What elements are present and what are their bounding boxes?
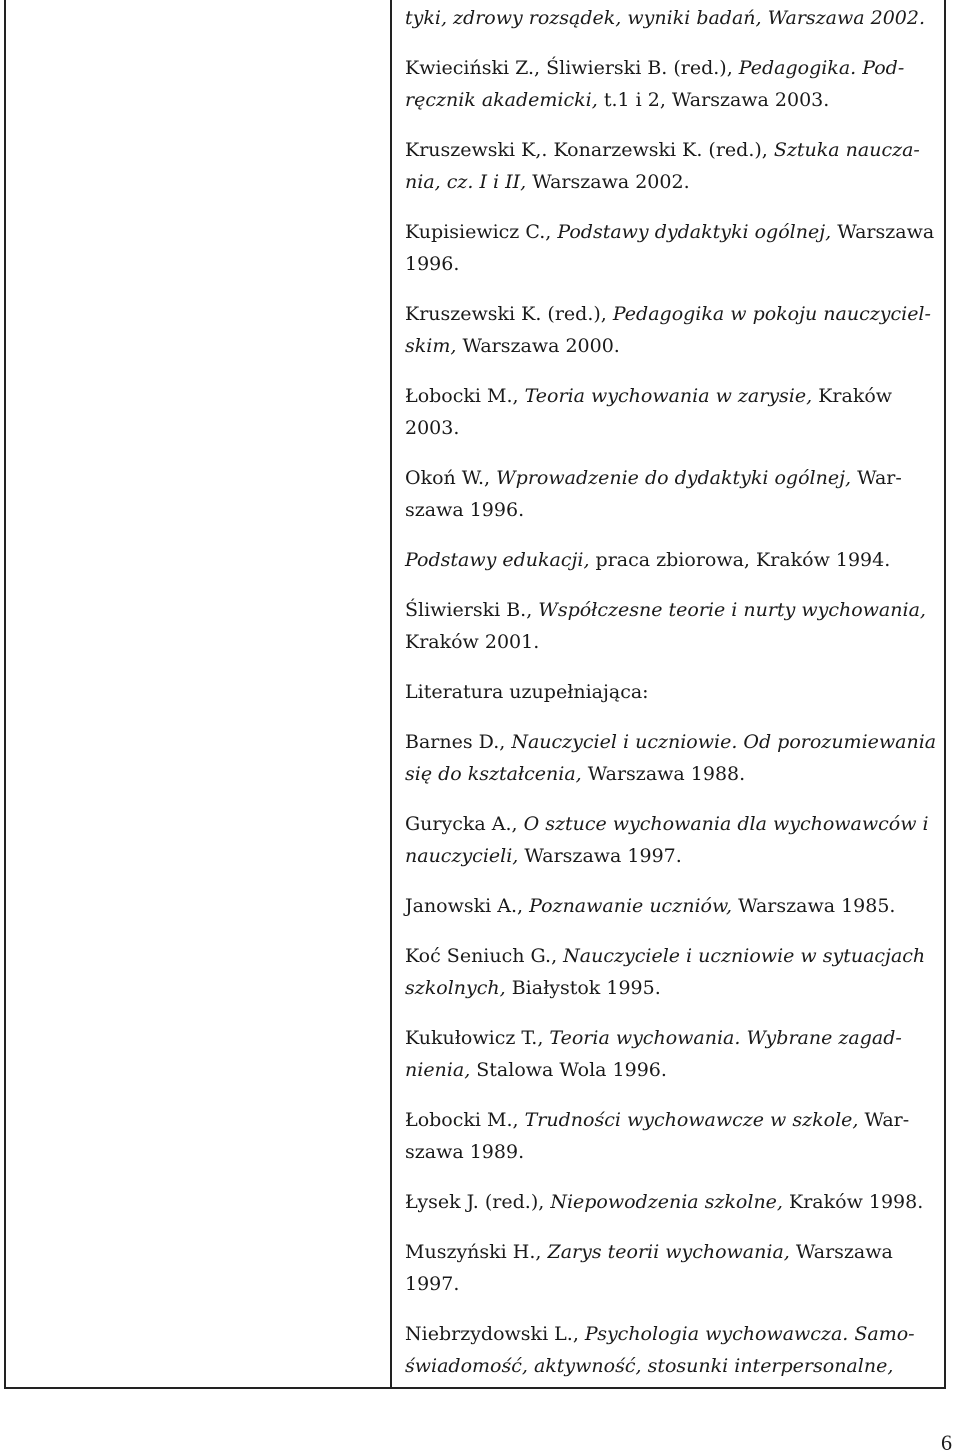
entry-line [405, 594, 925, 626]
entry-line [405, 1054, 925, 1086]
entry-title-text: się do kształcenia, [405, 763, 588, 785]
bibliography-entry [405, 1104, 925, 1168]
entry-line [405, 248, 925, 280]
bibliography-entry [405, 1318, 925, 1382]
bibliography-entry [405, 52, 925, 116]
entry-text: szawa 1989. [405, 1141, 525, 1163]
entry-text: Gurycka A., [405, 813, 524, 835]
entry-title-text: Niepowodzenia szkolne, [550, 1191, 790, 1213]
entry-title-text: Psychologia wychowawcza. Samo- [584, 1323, 915, 1345]
entry-line [405, 1186, 925, 1218]
entry-title-text: Zarys teorii wychowania, [547, 1241, 796, 1263]
entry-title-text: ręcznik akademicki, [405, 89, 604, 111]
entry-text: Warszawa 1988. [587, 763, 746, 785]
entry-text: Stalowa Wola 1996. [476, 1059, 667, 1081]
entry-line [405, 544, 925, 576]
entry-line [405, 940, 925, 972]
entry-line [405, 758, 925, 790]
entry-text: Kruszewski K. (red.), [405, 303, 613, 325]
entry-title-text: Teoria wychowania. Wybrane zagad- [549, 1027, 902, 1049]
entry-line [405, 2, 925, 34]
entry-title-text: Podstawy dydaktyki ogólnej, [557, 221, 838, 243]
entry-title-text: Podstawy edukacji, [405, 549, 596, 571]
entry-line [405, 216, 935, 248]
bibliography-entry [405, 890, 925, 922]
bibliography-entry [405, 298, 931, 362]
entry-text: Barnes D., [405, 731, 512, 753]
entry-line [405, 840, 925, 872]
entry-text: 1997. [405, 1273, 460, 1295]
entry-title-text: O sztuce wychowania dla wychowawców i [523, 813, 929, 835]
entry-line [405, 494, 925, 526]
entry-line [405, 1350, 925, 1382]
bibliography-entry [405, 216, 935, 280]
entry-text: Literatura uzupełniająca: [405, 681, 649, 703]
entry-line [405, 412, 925, 444]
entry-text: Warszawa 2002. [532, 171, 690, 193]
entry-text: War- [864, 1109, 910, 1131]
entry-text: Kraków 1998. [789, 1191, 924, 1213]
bibliography-entry [405, 462, 925, 526]
entry-line [405, 52, 925, 84]
entry-text: Łysek J. (red.), [405, 1191, 551, 1213]
entry-text: Kruszewski K,. Konarzewski K. (red.), [405, 139, 774, 161]
entry-text: Łobocki M., [405, 1109, 525, 1131]
entry-title-text: skim, [405, 335, 463, 357]
entry-line [405, 626, 925, 658]
entry-title-text: szkolnych, [405, 977, 512, 999]
entry-text: 1996. [405, 253, 460, 275]
entry-line [405, 676, 925, 708]
bibliography-entry [405, 594, 925, 658]
bibliography-entry [405, 1186, 925, 1218]
entry-line [405, 134, 925, 166]
bibliography-entry [405, 940, 925, 1004]
bibliography-entry [405, 544, 925, 576]
entry-text: Warszawa 1997. [524, 845, 682, 867]
bibliography-entry [405, 726, 937, 790]
bibliography-entry [405, 2, 925, 34]
entry-title-text: Pedagogika w pokoju nauczyciel- [612, 303, 931, 325]
entry-text: Warszawa 1985. [738, 895, 896, 917]
entry-title-text: Sztuka naucza- [773, 139, 920, 161]
entry-line [405, 462, 925, 494]
entry-title-text: Poznawanie uczniów, [529, 895, 739, 917]
entry-line [405, 1236, 925, 1268]
entry-line [405, 166, 925, 198]
bibliography-entry [405, 676, 925, 708]
entry-line [405, 330, 925, 362]
entry-text: Kupisiewicz C., [405, 221, 558, 243]
entry-text: Kraków [818, 385, 893, 407]
entry-title-text: Współczesne teorie i nurty wychowania, [538, 599, 926, 621]
entry-text: Kwieciński Z., Śliwierski B. (red.), [405, 57, 739, 79]
entry-text: Kraków 2001. [405, 631, 540, 653]
entry-title-text: Teoria wychowania w zarysie, [524, 385, 819, 407]
entry-line [405, 972, 925, 1004]
entry-title-text: Pedagogika. Pod- [738, 57, 905, 79]
entry-title-text: Trudności wychowawcze w szkole, [524, 1109, 865, 1131]
page-number: 6 [941, 1430, 952, 1455]
entry-text: Niebrzydowski L., [405, 1323, 585, 1345]
entry-line [405, 1104, 925, 1136]
entry-text: praca zbiorowa, Kraków 1994. [595, 549, 891, 571]
bibliography-entry [405, 1022, 925, 1086]
entry-text: Janowski A., [405, 895, 530, 917]
entry-line [405, 84, 925, 116]
entry-title-text: nienia, [405, 1059, 477, 1081]
entry-text: szawa 1996. [405, 499, 525, 521]
entry-text: Okoń W., [405, 467, 497, 489]
entry-text: Warszawa [837, 221, 935, 243]
entry-title-text: Nauczyciel i uczniowie. Od porozumiewania [511, 731, 937, 753]
entry-line [405, 1318, 925, 1350]
entry-text: Muszyński H., [405, 1241, 548, 1263]
bibliography-entry [405, 1236, 925, 1300]
entry-text: 2003. [405, 417, 460, 439]
entry-line [405, 1268, 925, 1300]
entry-text: Warszawa [795, 1241, 893, 1263]
entry-line [405, 298, 931, 330]
entry-title-text: świadomość, aktywność, stosunki interpersonalne, [405, 1355, 894, 1377]
column-divider [390, 0, 392, 1389]
entry-text: t.1 i 2, Warszawa 2003. [603, 89, 830, 111]
entry-text: Warszawa 2000. [462, 335, 620, 357]
entry-text: Łobocki M., [405, 385, 525, 407]
entry-line [405, 1022, 925, 1054]
entry-title-text: nauczycieli, [405, 845, 525, 867]
entry-text: Białystok 1995. [511, 977, 661, 999]
entry-text: War- [857, 467, 902, 489]
entry-title-text: Wprowadzenie do dydaktyki ogólnej, [496, 467, 858, 489]
entry-line [405, 1136, 925, 1168]
entry-line [405, 890, 925, 922]
entry-line [405, 808, 929, 840]
entry-text: Koć Seniuch G., [405, 945, 564, 967]
entry-text: Kukułowicz T., [405, 1027, 550, 1049]
entry-title-text: nia, cz. I i II, [405, 171, 533, 193]
entry-title-text: tyki, zdrowy rozsądek, wyniki badań, [405, 7, 768, 29]
entry-title-text: Nauczyciele i uczniowie w sytuacjach [563, 945, 926, 967]
entry-title-text: Warszawa 2002. [767, 7, 926, 29]
bibliography-entry [405, 380, 925, 444]
bibliography-entry [405, 808, 929, 872]
entry-text: Śliwierski B., [405, 599, 539, 621]
entry-line [405, 726, 937, 758]
entry-line [405, 380, 925, 412]
bibliography-entry [405, 134, 925, 198]
